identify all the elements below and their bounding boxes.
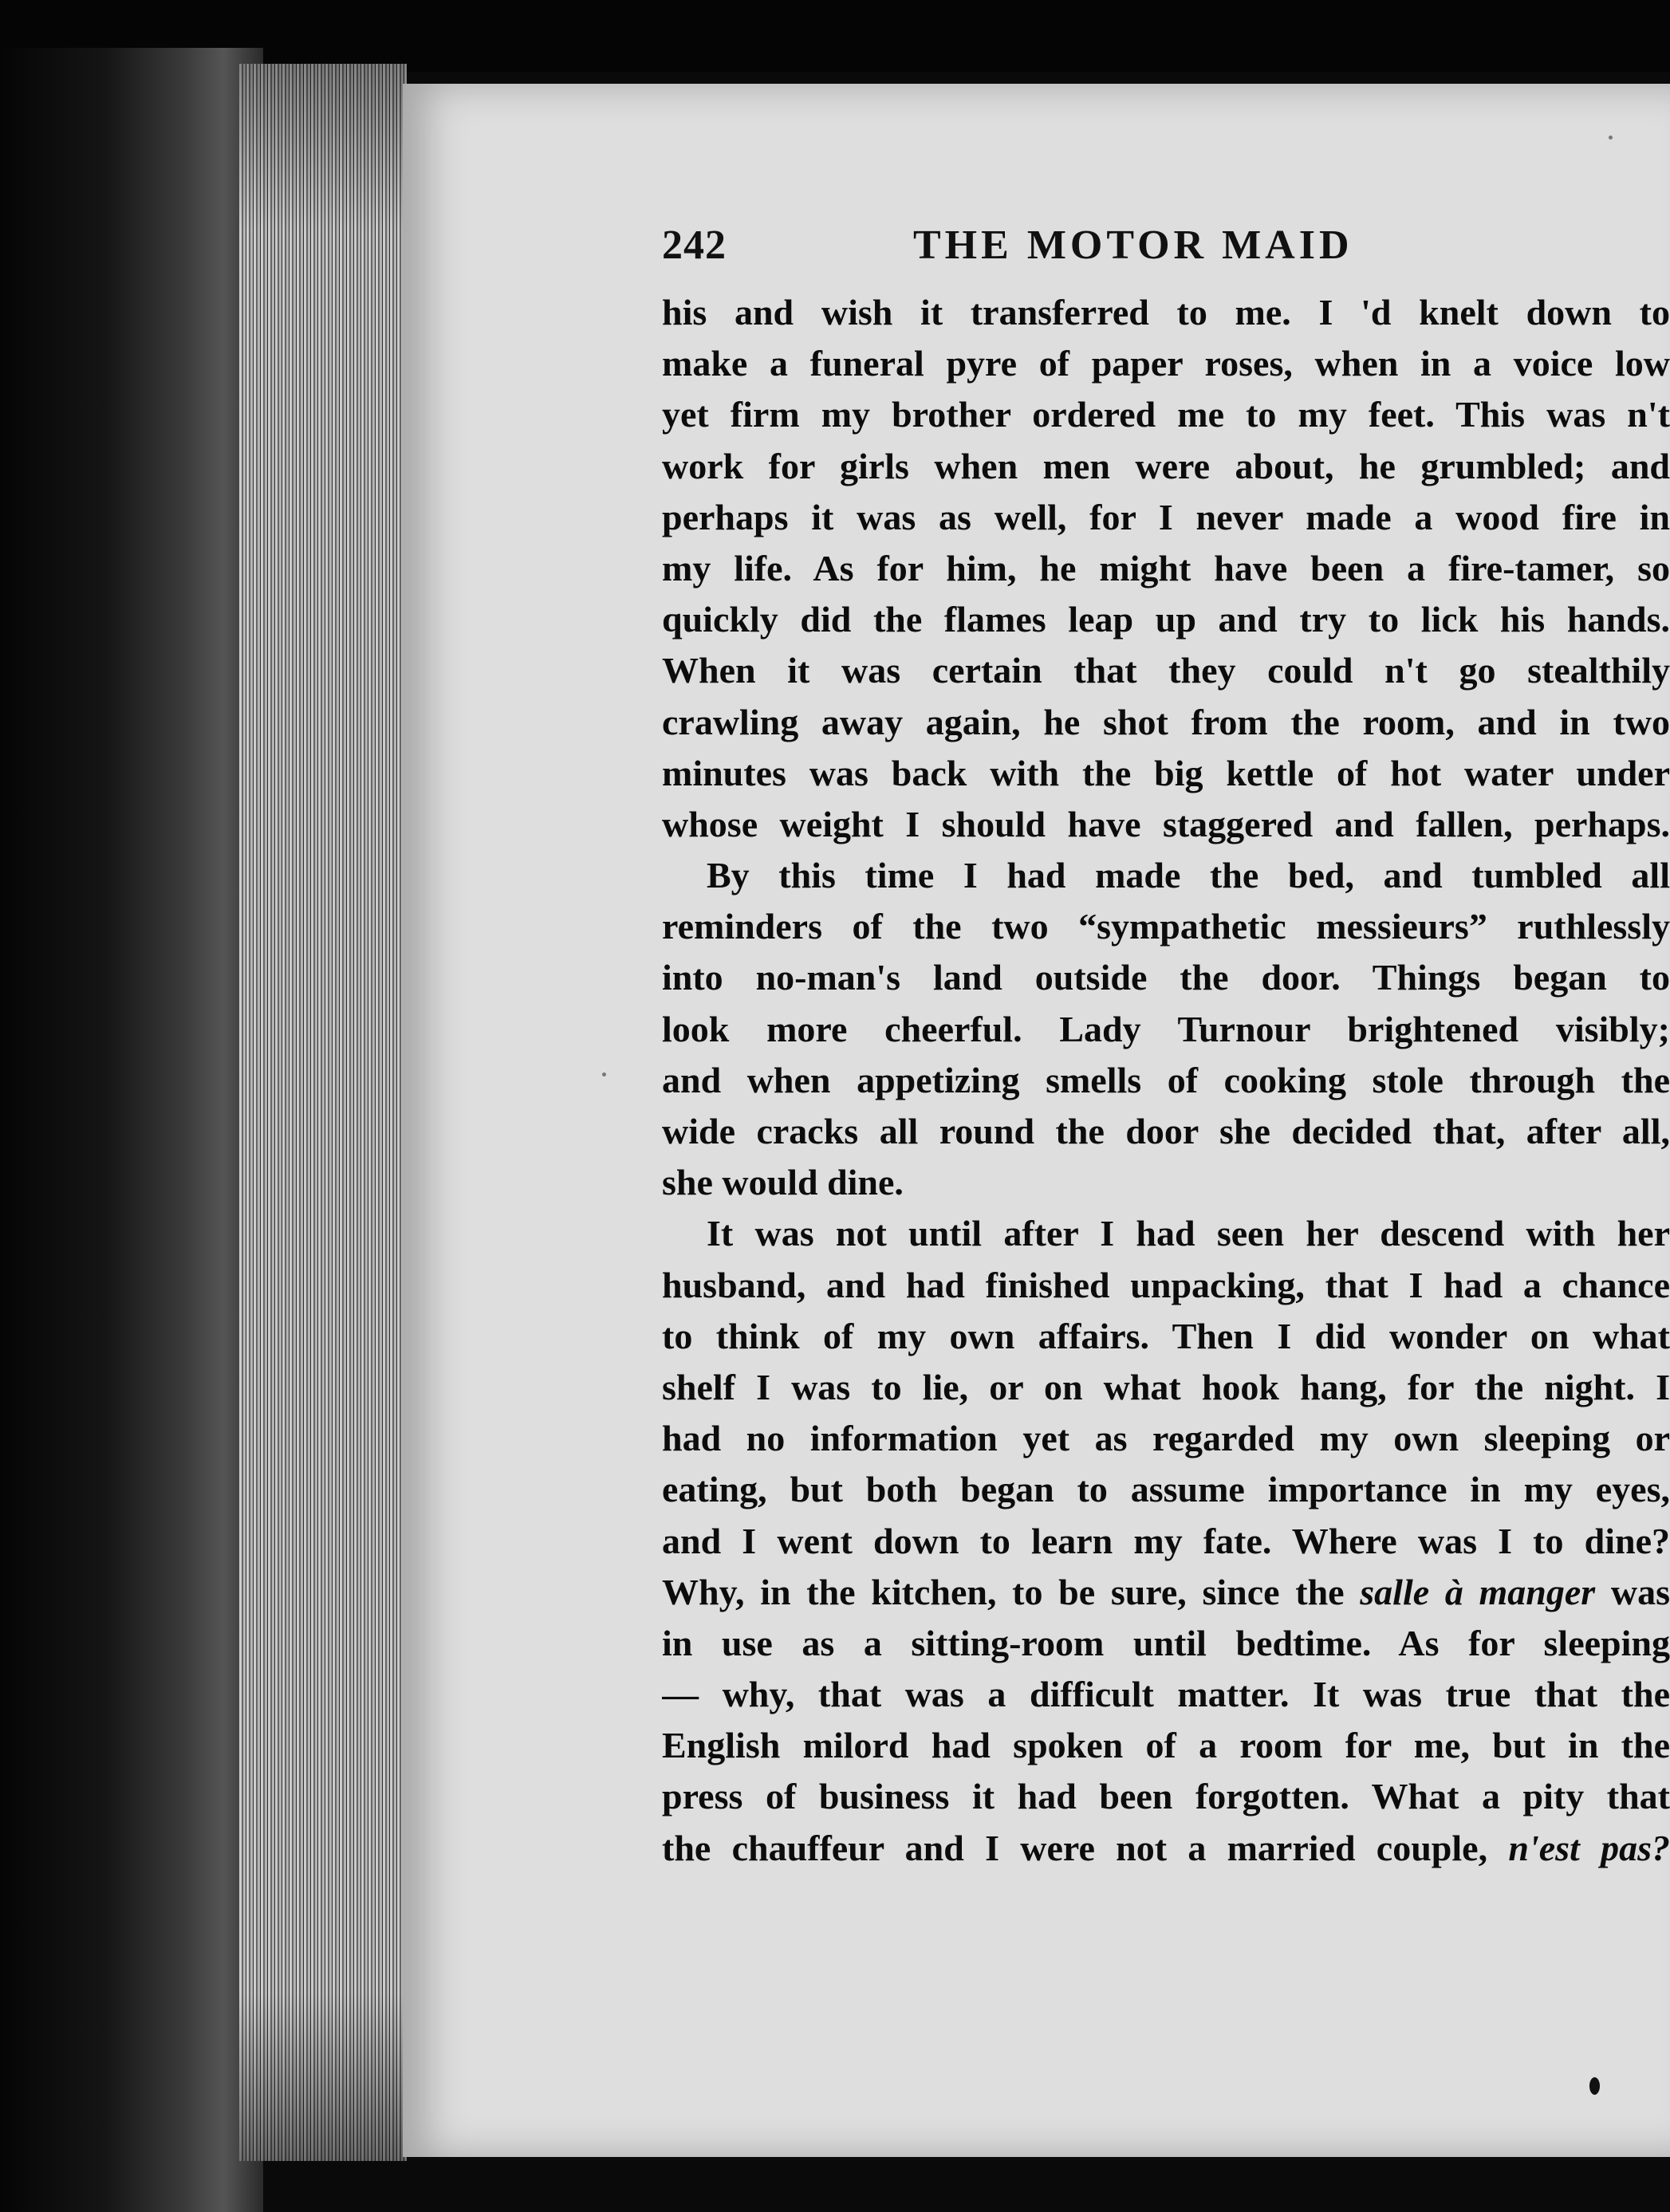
text-line: had no information yet as regarded my own sleeping or bbox=[662, 1418, 1670, 1459]
text-line: she would dine. bbox=[662, 1162, 904, 1203]
text-segment: Why, in the kitchen, to be sure, since the bbox=[662, 1571, 1361, 1612]
text-segment: the chauffeur and I were not a married couple, bbox=[662, 1827, 1509, 1868]
text-line: English milord had spoken of a room for me, but in the bbox=[662, 1725, 1670, 1766]
text-line: in use as a sitting-room until bedtime. As for sleeping bbox=[662, 1622, 1670, 1663]
text-line: When it was certain that they could n't go stealthily bbox=[662, 650, 1670, 691]
text-line: minutes was back with the big kettle of hot water under bbox=[662, 752, 1670, 793]
text-line: wide cracks all round the door she decided that, after all, bbox=[662, 1111, 1670, 1151]
text-line: look more cheerful. Lady Turnour brightened visibly; bbox=[662, 1008, 1670, 1049]
text-line: It was not until after I had seen her descend with her bbox=[707, 1213, 1670, 1254]
text-line bbox=[662, 1567, 1670, 1618]
dust-speck bbox=[1609, 136, 1613, 140]
text-line: to think of my own affairs. Then I did wonder on what bbox=[662, 1315, 1670, 1356]
body-text bbox=[662, 287, 1670, 1874]
text-line: work for girls when men were about, he grumbled; and bbox=[662, 445, 1670, 486]
italic-phrase: salle à manger bbox=[1360, 1571, 1596, 1612]
text-line: and when appetizing smells of cooking stole through the bbox=[662, 1059, 1670, 1100]
book-binding-shadow bbox=[0, 48, 263, 2212]
italic-phrase: n'est pas? bbox=[1508, 1827, 1670, 1868]
page-edges-shade bbox=[239, 64, 407, 2161]
text-line: reminders of the two “sympathetic messieurs” ruthlessly bbox=[662, 906, 1670, 947]
text-line: perhaps it was as well, for I never made a wood fire in bbox=[662, 496, 1670, 537]
text-line: crawling away again, he shot from the room, and in two bbox=[662, 701, 1670, 742]
text-line: shelf I was to lie, or on what hook hang, for the night. I bbox=[662, 1366, 1670, 1407]
dust-speck bbox=[602, 1073, 606, 1076]
text-line bbox=[662, 1823, 1670, 1874]
text-line: make a funeral pyre of paper roses, when in a voice low bbox=[662, 343, 1670, 384]
text-line: and I went down to learn my fate. Where was I to dine? bbox=[662, 1520, 1670, 1561]
page-header bbox=[662, 222, 1670, 293]
text-line: my life. As for him, he might have been a fire-tamer, so bbox=[662, 547, 1670, 588]
page-number: 242 bbox=[662, 222, 727, 268]
ink-dot bbox=[1589, 2077, 1600, 2095]
text-line: press of business it had been forgotten. What a pity that bbox=[662, 1776, 1670, 1817]
text-segment: was bbox=[1595, 1571, 1670, 1612]
text-line: — why, that was a difficult matter. It was true that the bbox=[662, 1674, 1670, 1715]
text-line: quickly did the flames leap up and try to lick his hands. bbox=[662, 599, 1670, 640]
text-line: husband, and had finished unpacking, that I had a chance bbox=[662, 1264, 1670, 1305]
text-line: into no-man's land outside the door. Things began to bbox=[662, 957, 1670, 998]
text-line: eating, but both began to assume importance in my eyes, bbox=[662, 1469, 1670, 1510]
text-line: whose weight I should have staggered and fallen, perhaps. bbox=[662, 803, 1670, 844]
text-line: his and wish it transferred to me. I 'd knelt down to bbox=[662, 292, 1670, 333]
text-line: yet firm my brother ordered me to my feet. This was n't bbox=[662, 394, 1670, 435]
text-line: By this time I had made the bed, and tumbled all bbox=[707, 855, 1670, 896]
running-head: THE MOTOR MAID bbox=[913, 222, 1353, 268]
